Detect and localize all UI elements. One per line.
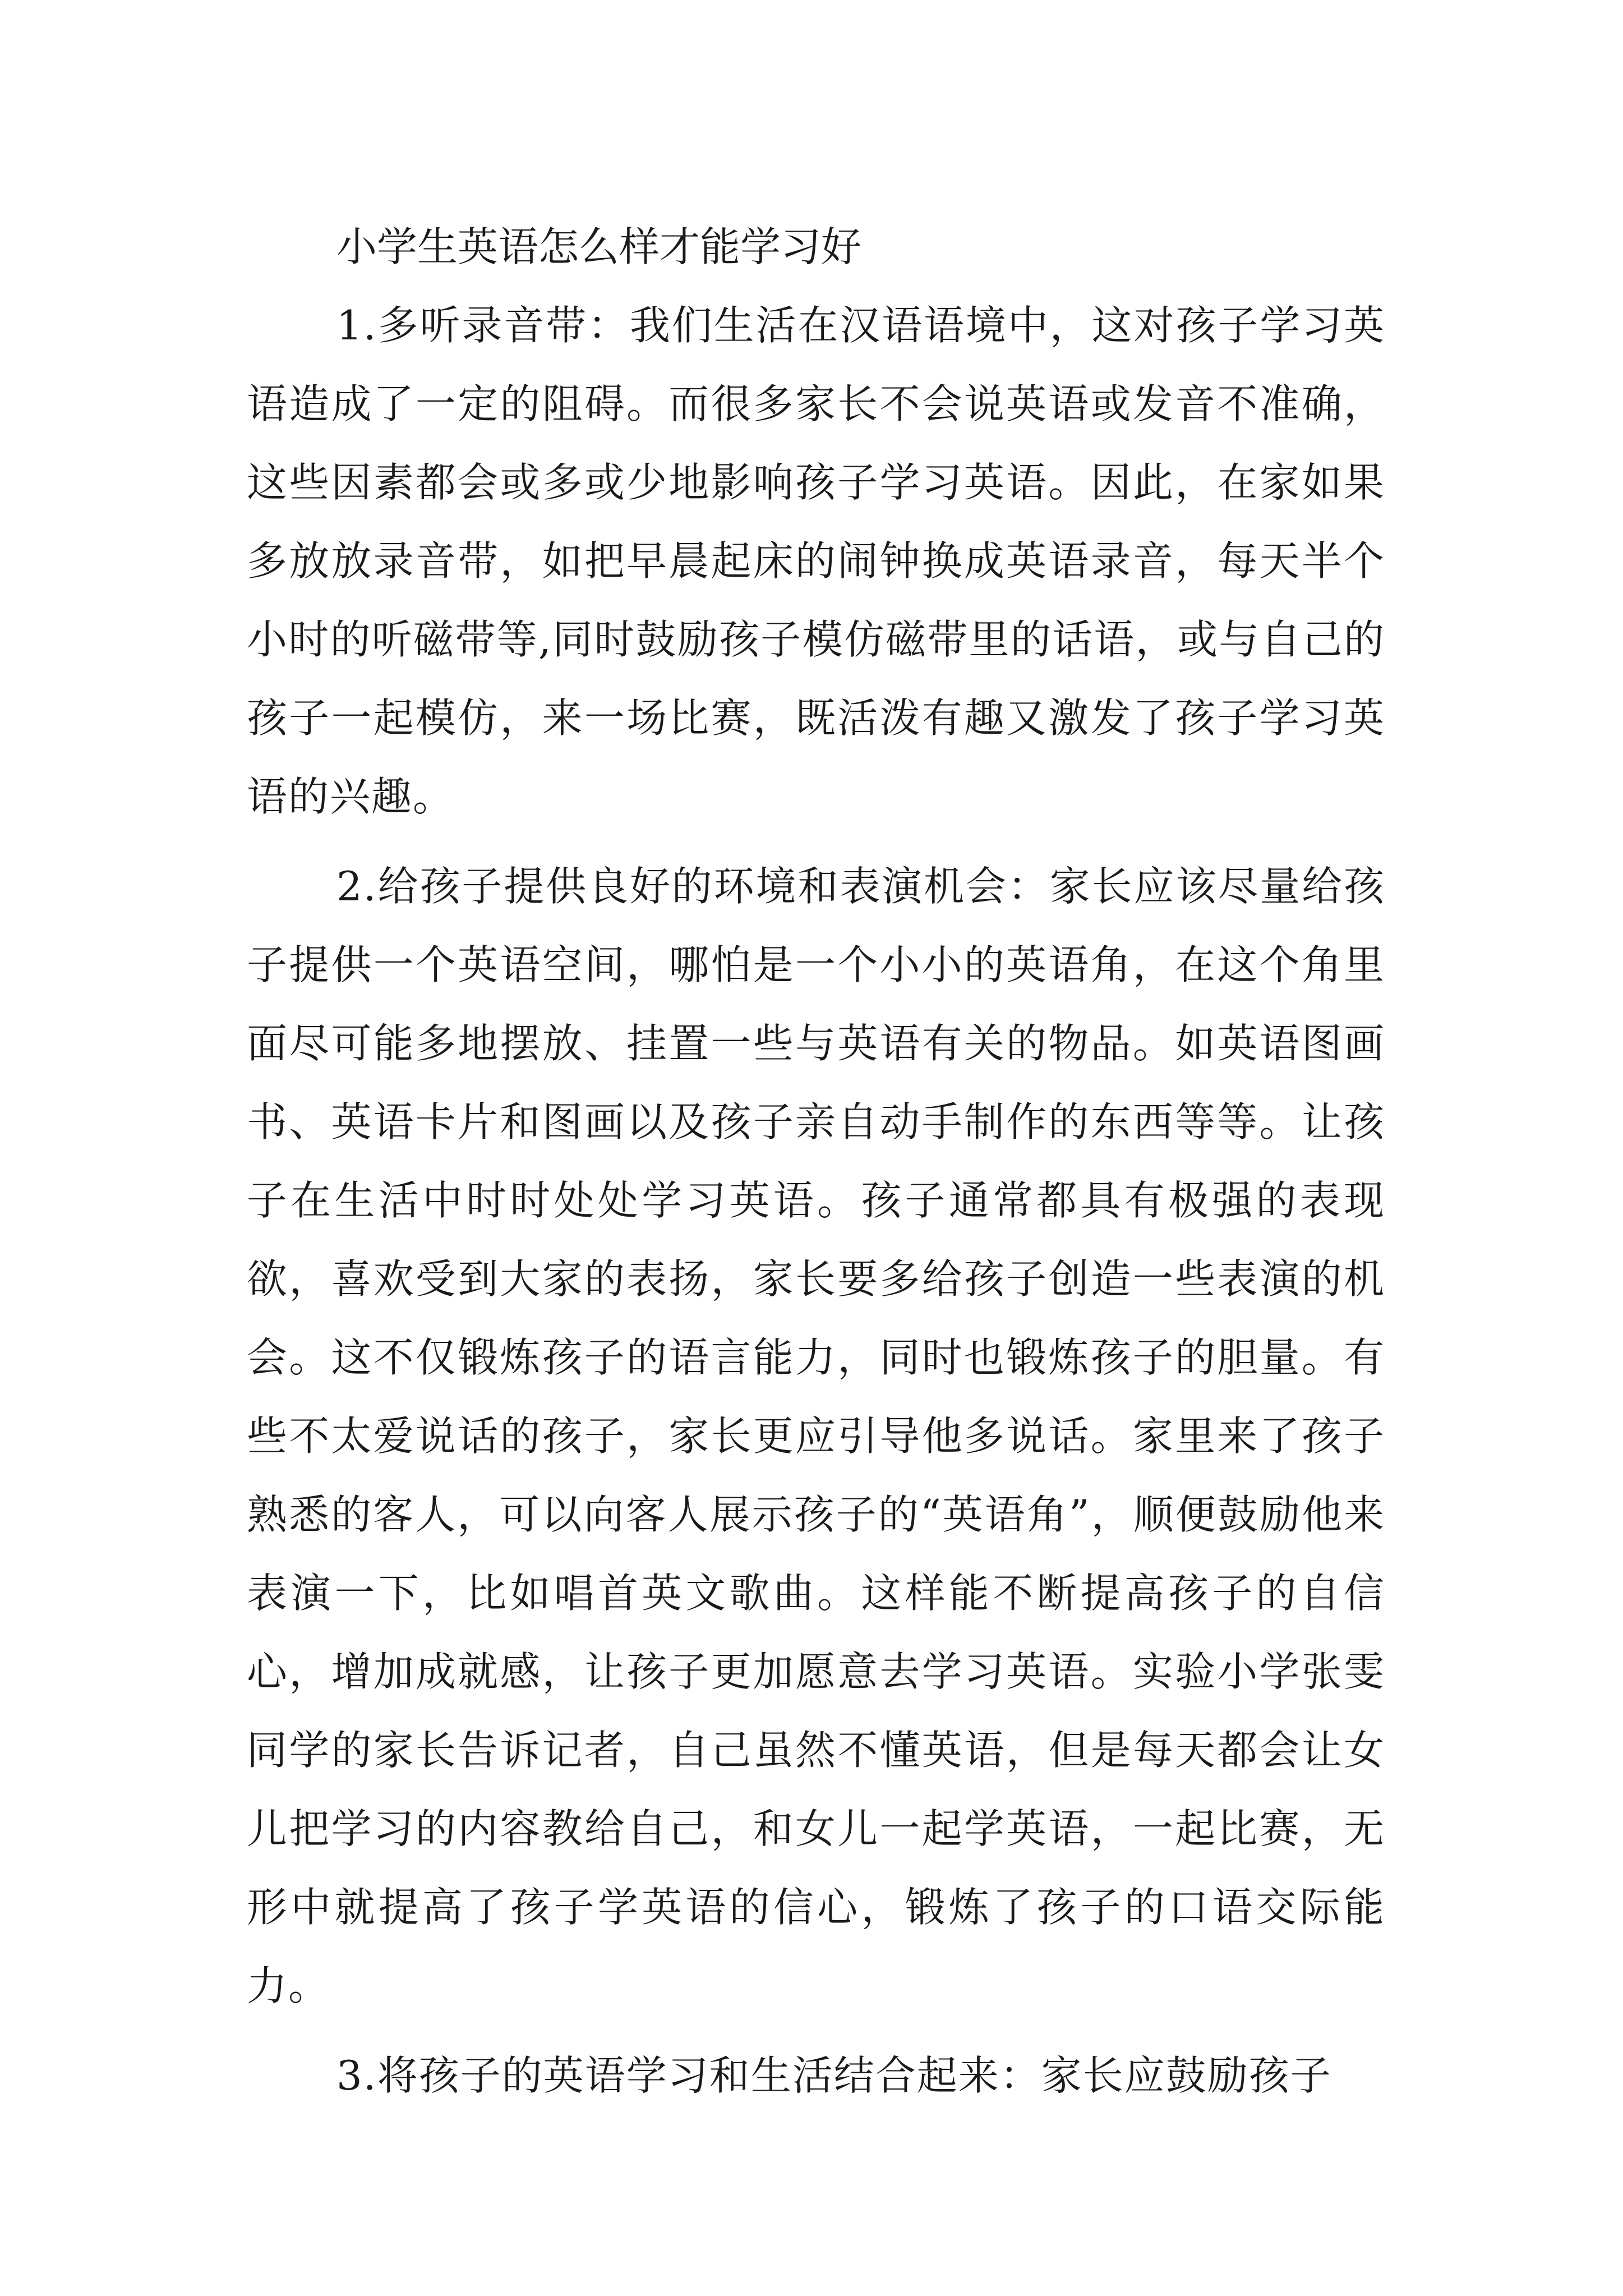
document-title: 小学生英语怎么样才能学习好 (336, 223, 862, 270)
paragraph-1: 1.多听录音带：我们生活在汉语语境中，这对孩子学习英语造成了一定的阻碍。而很多家长不会说英语或发音不准确，这些因素都会或多或少地影响孩子学习英语。因此，在家如果多放放录音带，如把早晨起床的闹钟换成英语录音，每天半个小时的听磁带等,同时鼓励孩子模仿磁带里的话语，或与自己的孩子一起模仿，来一场比赛，既活泼有趣又激发了孩子学习英语的兴趣。 (247, 302, 1385, 820)
document-body (247, 208, 1385, 2115)
paragraph-3: 3.将孩子的英语学习和生活结合起来：家长应鼓励孩子 (336, 2052, 1332, 2099)
paragraph-2: 2.给孩子提供良好的环境和表演机会：家长应该尽量给孩子提供一个英语空间，哪怕是一个小小的英语角，在这个角里面尽可能多地摆放、挂置一些与英语有关的物品。如英语图画书、英语卡片和图画以及孩子亲自动手制作的东西等等。让孩子在生活中时时处处学习英语。孩子通常都具有极强的表现欲，喜欢受到大家的表扬，家长要多给孩子创造一些表演的机会。这不仅锻炼孩子的语言能力，同时也锻炼孩子的胆量。有些不太爱说话的孩子，家长更应引导他多说话。家里来了孩子熟悉的客人，可以向客人展示孩子的“英语角”，顺便鼓励他来表演一下，比如唱首英文歌曲。这样能不断提高孩子的自信心，增加成就感，让孩子更加愿意去学习英语。实验小学张雯同学的家长告诉记者，自己虽然不懂英语，但是每天都会让女儿把学习的内容教给自己，和女儿一起学英语，一起比赛，无形中就提高了孩子学英语的信心，锻炼了孩子的口语交际能力。 (247, 863, 1385, 2009)
